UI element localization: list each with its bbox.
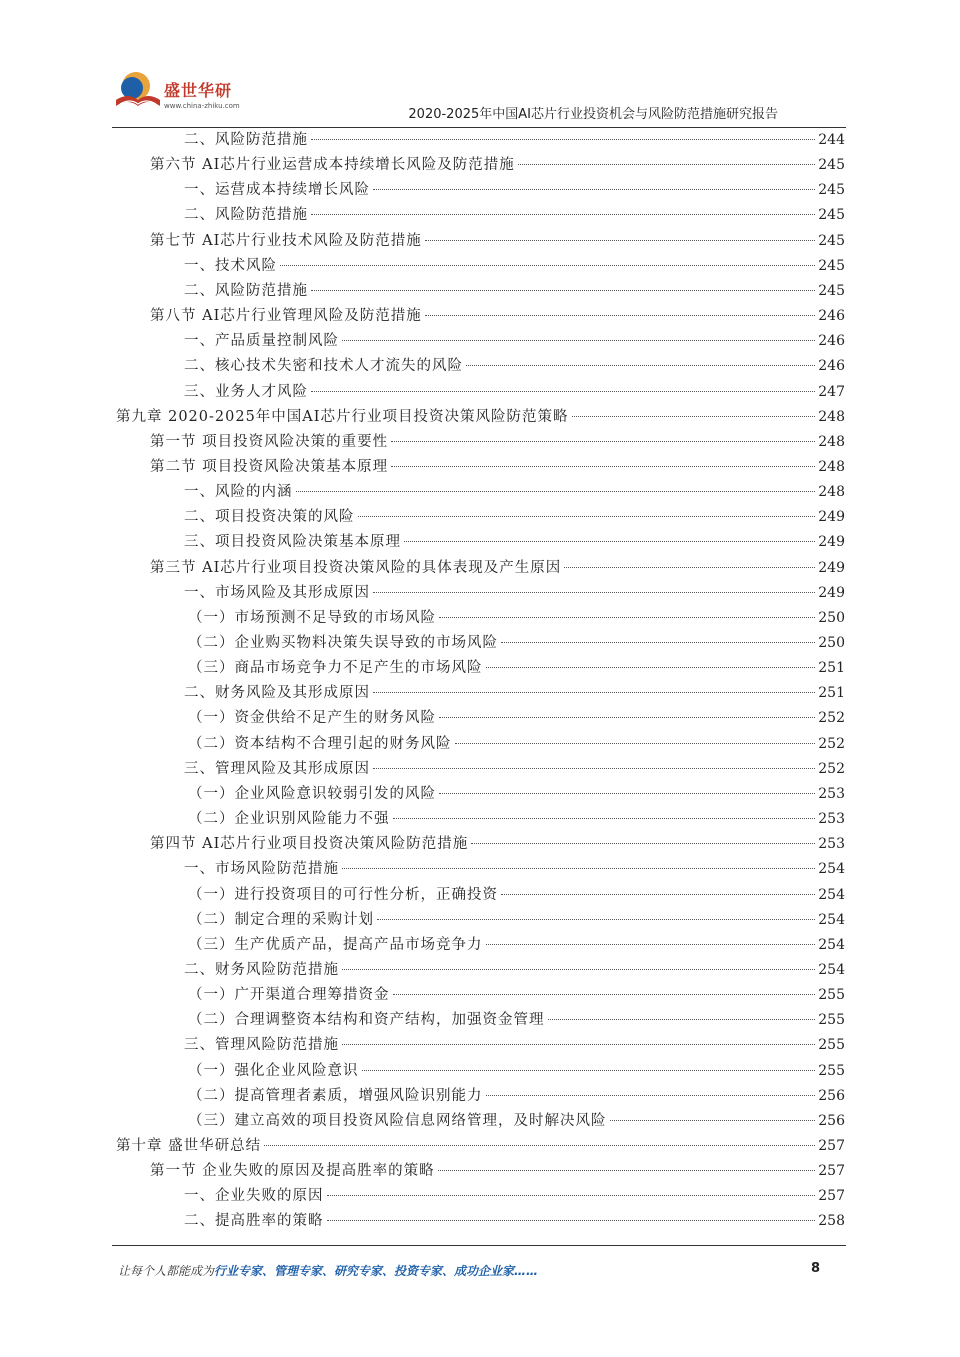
toc-entry-title: 第四节 AI芯片行业项目投资决策风险防范措施 [150,836,469,853]
footer-divider [112,1245,846,1246]
toc-leader-dots [373,591,815,593]
toc-entry-title: 第三节 AI芯片行业项目投资决策风险的具体表现及产生原因 [150,559,562,576]
toc-entry[interactable] [150,229,845,254]
toc-entry-title: （二）合理调整资本结构和资产结构，加强资金管理 [188,1012,545,1029]
toc-entry[interactable] [188,732,845,757]
toc-leader-dots [342,867,815,869]
toc-entry-page: 251 [818,685,845,702]
logo-url: www.china-zhiku.com [164,102,240,110]
toc-entry-title: （一）广开渠道合理筹措资金 [188,987,390,1004]
toc-entry-page: 245 [818,282,845,299]
toc-entry-page: 249 [818,509,845,526]
toc-leader-dots [501,893,815,895]
toc-entry-page: 249 [818,584,845,601]
toc-leader-dots [439,616,815,618]
toc-leader-dots [564,566,815,568]
toc-entry-title: 第十章 盛世华研总结 [116,1138,262,1154]
toc-entry[interactable] [150,1159,845,1184]
page-number: 8 [810,1261,820,1276]
toc-entry-title: （三）建立高效的项目投资风险信息网络管理，及时解决风险 [188,1112,607,1129]
toc-entry-title: 第六节 AI芯片行业运营成本持续增长风险及防范措施 [150,157,515,174]
toc-leader-dots [486,943,816,945]
toc-entry-title: 第一节 项目投资风险决策的重要性 [150,433,389,450]
toc-entry-title: 二、风险防范措施 [184,132,308,148]
toc-entry-title: 二、财务风险及其形成原因 [184,685,370,702]
toc-entry[interactable] [150,304,845,329]
toc-leader-dots [264,1144,815,1146]
toc-leader-dots [486,666,816,668]
toc-entry[interactable] [184,329,845,354]
toc-entry-page: 245 [818,182,845,199]
toc-leader-dots [311,138,815,140]
toc-entry-page: 246 [818,308,845,325]
toc-entry-page: 254 [818,886,845,903]
toc-entry[interactable] [116,1134,845,1159]
logo-name: 盛世华研 [164,81,233,100]
toc-entry[interactable] [184,581,845,606]
company-logo [112,66,272,118]
toc-entry[interactable] [184,203,845,228]
toc-entry[interactable] [188,631,845,656]
toc-entry[interactable] [150,832,845,857]
toc-entry-title: （二）提高管理者素质，增强风险识别能力 [188,1087,483,1104]
book-logo-icon [112,66,164,114]
toc-leader-dots [342,968,815,970]
toc-entry-title: （三）商品市场竞争力不足产生的市场风险 [188,660,483,677]
toc-entry-page: 253 [818,811,845,828]
toc-entry[interactable] [184,530,845,555]
toc-entry-title: （二）企业识别风险能力不强 [188,811,390,828]
toc-entry-page: 245 [818,257,845,274]
toc-leader-dots [342,1043,815,1045]
toc-entry-page: 248 [818,458,845,475]
toc-entry-title: 第二节 项目投资风险决策基本原理 [150,458,389,475]
toc-entry-page: 245 [818,157,845,174]
footer-slogan-prefix: 让每个人都能成为 [118,1264,215,1278]
toc-entry-page: 251 [818,660,845,677]
toc-entry-title: （一）企业风险意识较弱引发的风险 [188,785,436,802]
toc-entry-page: 248 [818,433,845,450]
toc-entry[interactable] [184,480,845,505]
toc-leader-dots [501,641,815,643]
toc-entry-page: 254 [818,861,845,878]
toc-entry[interactable] [150,455,845,480]
toc-entry-page: 249 [818,559,845,576]
toc-leader-dots [296,490,816,492]
toc-leader-dots [471,842,815,844]
toc-entry[interactable] [184,681,845,706]
toc-entry[interactable] [184,958,845,983]
toc-entry[interactable] [184,1184,845,1209]
page-header [112,60,846,130]
toc-entry-title: 一、企业失败的原因 [184,1188,324,1205]
toc-entry-page: 245 [818,207,845,224]
toc-entry-page: 250 [818,635,845,651]
toc-leader-dots [572,415,816,417]
toc-leader-dots [439,716,815,718]
toc-leader-dots [438,1169,816,1171]
toc-entry-page: 255 [818,1012,845,1029]
toc-entry[interactable] [184,279,845,304]
toc-entry[interactable] [116,405,845,430]
toc-leader-dots [425,314,815,316]
report-title: 2020-2025年中国AI芯片行业投资机会与风险防范措施研究报告 [408,107,778,122]
toc-entry[interactable] [184,254,845,279]
toc-leader-dots [466,364,815,366]
toc-entry-title: （一）进行投资项目的可行性分析，正确投资 [188,886,498,903]
toc-entry-title: 三、业务人才风险 [184,383,308,400]
toc-leader-dots [311,213,815,215]
toc-entry-page: 244 [818,132,845,148]
toc-entry[interactable] [188,656,845,681]
toc-leader-dots [393,817,816,819]
toc-entry-page: 257 [818,1138,845,1154]
toc-entry[interactable] [188,983,845,1008]
toc-entry-title: 第八节 AI芯片行业管理风险及防范措施 [150,308,422,325]
toc-leader-dots [358,515,816,517]
toc-entry-page: 257 [818,1188,845,1205]
toc-entry[interactable] [184,128,845,153]
toc-entry-title: （二）资本结构不合理引起的财务风险 [188,735,452,752]
toc-entry[interactable] [188,933,845,958]
toc-entry-page: 250 [818,609,845,626]
toc-entry-title: 一、产品质量控制风险 [184,333,339,350]
toc-entry-page: 256 [818,1087,845,1104]
toc-leader-dots [393,993,816,995]
toc-entry-title: 一、技术风险 [184,257,277,274]
toc-entry[interactable] [188,782,845,807]
toc-entry-page: 246 [818,333,845,350]
toc-entry-title: （一）市场预测不足导致的市场风险 [188,609,436,626]
toc-entry-page: 252 [818,710,845,727]
toc-entry[interactable] [150,153,845,178]
toc-entry-title: （三）生产优质产品，提高产品市场竞争力 [188,936,483,953]
toc-entry[interactable] [150,556,845,581]
toc-entry[interactable] [184,757,845,782]
toc-leader-dots [327,1219,816,1221]
toc-entry-page: 253 [818,785,845,802]
toc-entry-title: 二、提高胜率的策略 [184,1213,324,1230]
toc-entry-title: （一）资金供给不足产生的财务风险 [188,710,436,727]
toc-entry-title: 二、风险防范措施 [184,282,308,299]
toc-entry-title: 一、市场风险及其形成原因 [184,584,370,601]
toc-leader-dots [404,540,815,542]
toc-entry-page: 245 [818,232,845,249]
toc-entry-page: 252 [818,760,845,777]
toc-entry[interactable] [184,1033,845,1058]
toc-entry-page: 247 [818,383,845,400]
toc-entry-title: 三、管理风险及其形成原因 [184,760,370,777]
toc-entry-page: 256 [818,1112,845,1129]
toc-leader-dots [327,1194,816,1196]
footer-slogan-highlight: 行业专家、管理专家、研究专家、投资专家、成功企业家…… [214,1264,539,1278]
toc-leader-dots [373,691,815,693]
toc-entry[interactable] [188,606,845,631]
toc-leader-dots [548,1018,816,1020]
toc-entry[interactable] [188,1084,845,1109]
toc-entry-title: 第九章 2020-2025年中国AI芯片行业项目投资决策风险防范策略 [116,408,569,425]
toc-entry-title: 一、市场风险防范措施 [184,861,339,878]
toc-leader-dots [362,1069,816,1071]
toc-leader-dots [311,390,815,392]
toc-leader-dots [280,264,815,266]
toc-entry-page: 255 [818,1037,845,1054]
toc-entry-title: 二、风险防范措施 [184,207,308,224]
toc-entry-title: （二）企业购买物料决策失误导致的市场风险 [188,635,498,651]
toc-entry-title: 一、风险的内涵 [184,484,293,501]
toc-entry-page: 249 [818,534,845,551]
toc-entry[interactable] [188,883,845,908]
toc-leader-dots [455,742,816,744]
toc-leader-dots [439,792,815,794]
toc-leader-dots [377,918,815,920]
toc-entry[interactable] [188,1109,845,1134]
toc-entry-page: 254 [818,911,845,928]
toc-entry[interactable] [188,1008,845,1033]
toc-entry-title: 三、项目投资风险决策基本原理 [184,534,401,551]
toc-entry[interactable] [184,380,845,405]
toc-entry-title: （二）制定合理的采购计划 [188,911,374,928]
toc-leader-dots [518,163,815,165]
toc-entry-page: 254 [818,961,845,978]
toc-entry-title: 三、管理风险防范措施 [184,1037,339,1054]
toc-entry-page: 258 [818,1213,845,1230]
toc-entry-title: 一、运营成本持续增长风险 [184,182,370,199]
toc-entry[interactable] [184,857,845,882]
toc-entry-title: 二、财务风险防范措施 [184,961,339,978]
toc-entry-page: 248 [818,408,845,425]
toc-entry-page: 252 [818,735,845,752]
toc-entry-page: 254 [818,936,845,953]
toc-entry-title: 第一节 企业失败的原因及提高胜率的策略 [150,1163,435,1180]
toc-entry-page: 257 [818,1163,845,1180]
toc-leader-dots [342,339,815,341]
toc-leader-dots [311,289,815,291]
toc-entry-title: 第七节 AI芯片行业技术风险及防范措施 [150,232,422,249]
toc-entry-page: 255 [818,987,845,1004]
toc-leader-dots [373,767,815,769]
toc-entry-page: 246 [818,358,845,375]
toc-leader-dots [391,465,815,467]
toc-leader-dots [373,188,815,190]
toc-entry[interactable] [188,807,845,832]
footer-slogan [118,1262,538,1279]
toc-leader-dots [391,440,815,442]
toc-entry[interactable] [188,706,845,731]
toc-leader-dots [610,1119,816,1121]
toc-entry[interactable] [184,354,845,379]
toc-entry-page: 248 [818,484,845,501]
toc-entry[interactable] [188,908,845,933]
toc-entry[interactable] [184,1209,845,1234]
toc-entry-title: 二、项目投资决策的风险 [184,509,355,526]
toc-entry[interactable] [150,430,845,455]
toc-entry[interactable] [184,505,845,530]
toc-leader-dots [486,1094,816,1096]
toc-leader-dots [425,239,815,241]
toc-entry-page: 255 [818,1062,845,1079]
toc-entry-title: （一）强化企业风险意识 [188,1062,359,1079]
toc-entry-page: 253 [818,836,845,853]
toc-entry-title: 二、核心技术失密和技术人才流失的风险 [184,358,463,375]
toc-entry[interactable] [188,1059,845,1084]
toc-entry[interactable] [184,178,845,203]
